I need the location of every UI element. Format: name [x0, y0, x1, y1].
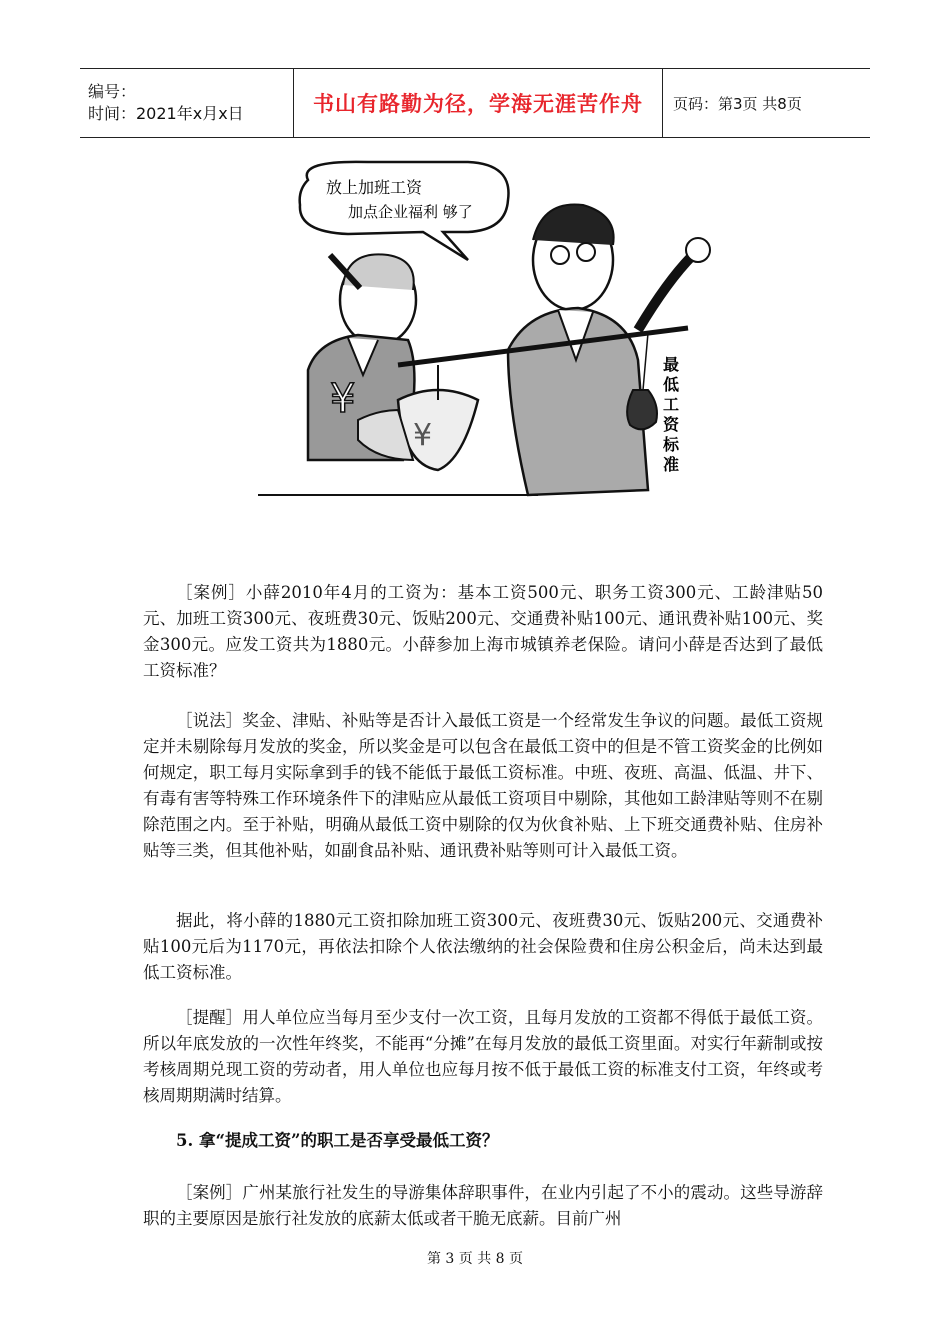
weight-label	[662, 355, 680, 474]
money-bag-label: ¥	[413, 418, 433, 453]
paragraph-case-1: ［案例］小薛2010年4月的工资为：基本工资500元、职务工资300元、工龄津贴50元、加班工资300元、夜班费30元、饭贴200元、交通费补贴100元、通讯费补贴100元、奖金300元。应发工资共为1880元。小薛参加上海市城镇养老保险。请问小薛是否达到了最低工资标准？	[143, 583, 823, 680]
section-heading: 5. 拿“提成工资”的职工是否享受最低工资？	[176, 1131, 499, 1150]
right-man	[508, 204, 710, 495]
svg-text:低: 低	[663, 375, 680, 394]
page-footer: 第 3 页 共 8 页	[426, 1251, 524, 1267]
header-right	[663, 69, 870, 137]
scale-weight	[627, 390, 657, 429]
speech-line-2: 加点企业福利 够了	[348, 203, 473, 221]
header-motto-cell	[293, 69, 663, 137]
number-label: 编号：	[88, 82, 137, 101]
yen-symbol-1: ¥	[330, 376, 356, 422]
svg-text:资: 资	[663, 415, 680, 434]
page-header	[80, 68, 870, 138]
cartoon-illustration	[238, 160, 718, 505]
paragraph-explanation: ［说法］奖金、津贴、补贴等是否计入最低工资是一个经常发生争议的问题。最低工资规定并未剔除每月发放的奖金，所以奖金是可以包含在最低工资中的但是不管工资奖金的比例如何规定，职工每月实际拿到手的钱不能低于最低工资标准。中班、夜班、高温、低温、井下、有毒有害等特殊工作环境条件下的津贴应从最低工资项目中剔除，其他如工龄津贴等则不在剔除范围之内。至于补贴，明确从最低工资中剔除的仅为伙食补贴、上下班交通费补贴、住房补贴等三类，但其他补贴，如副食品补贴、通讯费补贴等则可计入最低工资。	[143, 711, 823, 860]
svg-text:最: 最	[663, 355, 680, 374]
header-left	[80, 69, 293, 137]
svg-text:标: 标	[663, 435, 680, 454]
date-label: 时间：2021年x月x日	[88, 104, 244, 123]
paragraph-conclusion: 据此，将小薛的1880元工资扣除加班工资300元、夜班费30元、饭贴200元、交通费补贴100元后为1170元，再依法扣除个人依法缴纳的社会保险费和住房公积金后，尚未达到最低工资标准。	[143, 911, 823, 982]
svg-text:工: 工	[663, 395, 680, 414]
paragraph-reminder: ［提醒］用人单位应当每月至少支付一次工资，且每月发放的工资都不得低于最低工资。所以年底发放的一次性年终奖，不能再“分摊”在每月发放的最低工资里面。对实行年薪制或按考核周期兑现工资的劳动者，用人单位也应每月按不低于最低工资的标准支付工资，年终或考核周期期满时结算。	[143, 1008, 823, 1105]
motto: 书山有路勤为径，学海无涯苦作舟	[313, 92, 643, 116]
svg-text:准: 准	[663, 455, 680, 474]
page-label: 页码：第3页 共8页	[673, 94, 802, 113]
paragraph-case-2: ［案例］广州某旅行社发生的导游集体辞职事件，在业内引起了不小的震动。这些导游辞职的主要原因是旅行社发放的底薪太低或者干脆无底薪。目前广州	[143, 1183, 823, 1228]
speech-line-1: 放上加班工资	[326, 178, 423, 197]
